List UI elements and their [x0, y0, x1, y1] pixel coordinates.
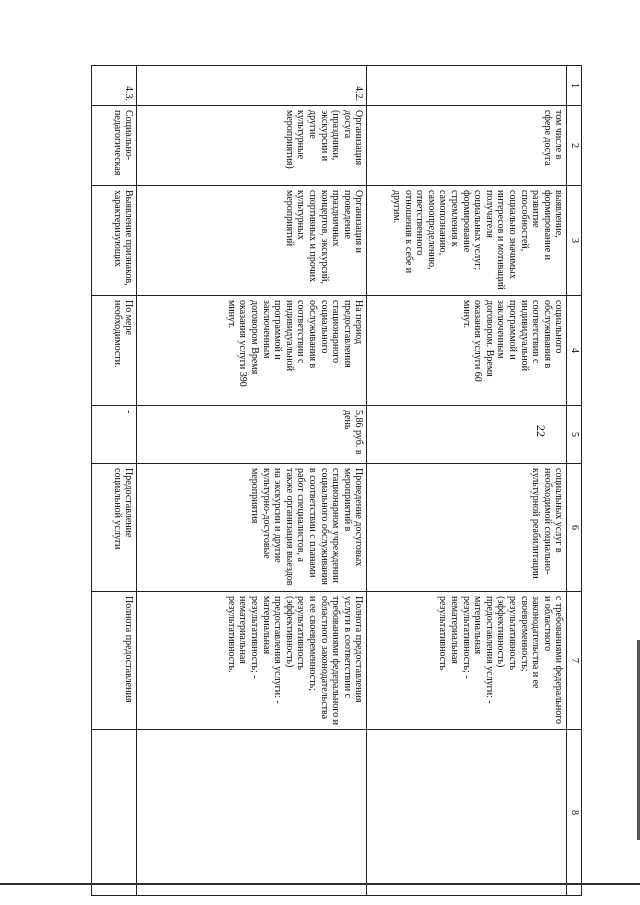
service-conditions: Предоставление социальной услуги	[92, 464, 137, 592]
service-description: выявление, формирование и развитие способностей, социально значимых интересов и мотиваций получателя социальных услуг; формирование стремления к самопознанию, самоопределению, ответственного отношения к себе и другим.	[367, 186, 567, 296]
column-header: 7	[567, 592, 582, 730]
notes	[92, 730, 137, 896]
column-header: 4	[567, 296, 582, 406]
page-number: 22	[534, 425, 548, 437]
row-number	[367, 66, 567, 106]
service-description: Выявление признаков, характеризующих	[92, 186, 137, 296]
column-header: 3	[567, 186, 582, 296]
service-timing: По мере необходимости.	[92, 296, 137, 406]
table-row	[137, 66, 367, 896]
scan-edge-line	[0, 883, 640, 885]
quality-indicators: Полнота предоставления услуги в соответствии с требованиями федерального и областного законодательства и ее своевременность; результативность (эффективность) предоставления услуги: - материальная результативность; - нематериальная результативность.	[137, 592, 367, 730]
service-price	[367, 406, 567, 464]
header-row	[567, 66, 582, 896]
services-table	[91, 65, 582, 896]
column-header: 2	[567, 106, 582, 186]
service-timing: На период предоставления стационарного социального обслуживания в соответствии с индивидуальной программой и заключенным договором Время оказания услуги 390 минут.	[137, 296, 367, 406]
column-header: 5	[567, 406, 582, 464]
notes	[137, 730, 367, 896]
service-price: -	[92, 406, 137, 464]
service-name: Организация досуга (праздники, экскурсии и другие культурные мероприятия)	[137, 106, 367, 186]
service-name: Социально-педагогическая	[92, 106, 137, 186]
service-name: том числе в сфере досуга	[367, 106, 567, 186]
row-number: 4.2.	[137, 66, 367, 106]
service-price: 5,86 руб. в день	[137, 406, 367, 464]
table-row	[367, 66, 567, 896]
service-timing: социального обслуживания в соответствии с индивидуальной программой и заключенным договором. Время оказания услуги 60 минут.	[367, 296, 567, 406]
table-row	[92, 66, 137, 896]
service-conditions: социальных услуг в необходимой социально-культурной реабилитации	[367, 464, 567, 592]
notes	[367, 730, 567, 896]
column-header: 8	[567, 730, 582, 896]
column-header: 6	[567, 464, 582, 592]
quality-indicators: Полнота предоставления	[92, 592, 137, 730]
quality-indicators: с требованиями федерального и областного законодательства и ее своевременность; результативность (эффективность) предоставления услуги: - материальная результативность; - нематериальная результативность	[367, 592, 567, 730]
service-conditions: Проведение досуговых мероприятий в стационарном учреждении социального обслуживания в соответствии с планами работ специалистов, а также организация выездов на экскурсии и другие культурно-досуговые мероприятия	[137, 464, 367, 592]
row-number: 4.3.	[92, 66, 137, 106]
column-header: 1	[567, 66, 582, 106]
service-description: Организация и проведение праздничных концертов, экскурсий, спортивных и прочих культурных мероприятий	[137, 186, 367, 296]
